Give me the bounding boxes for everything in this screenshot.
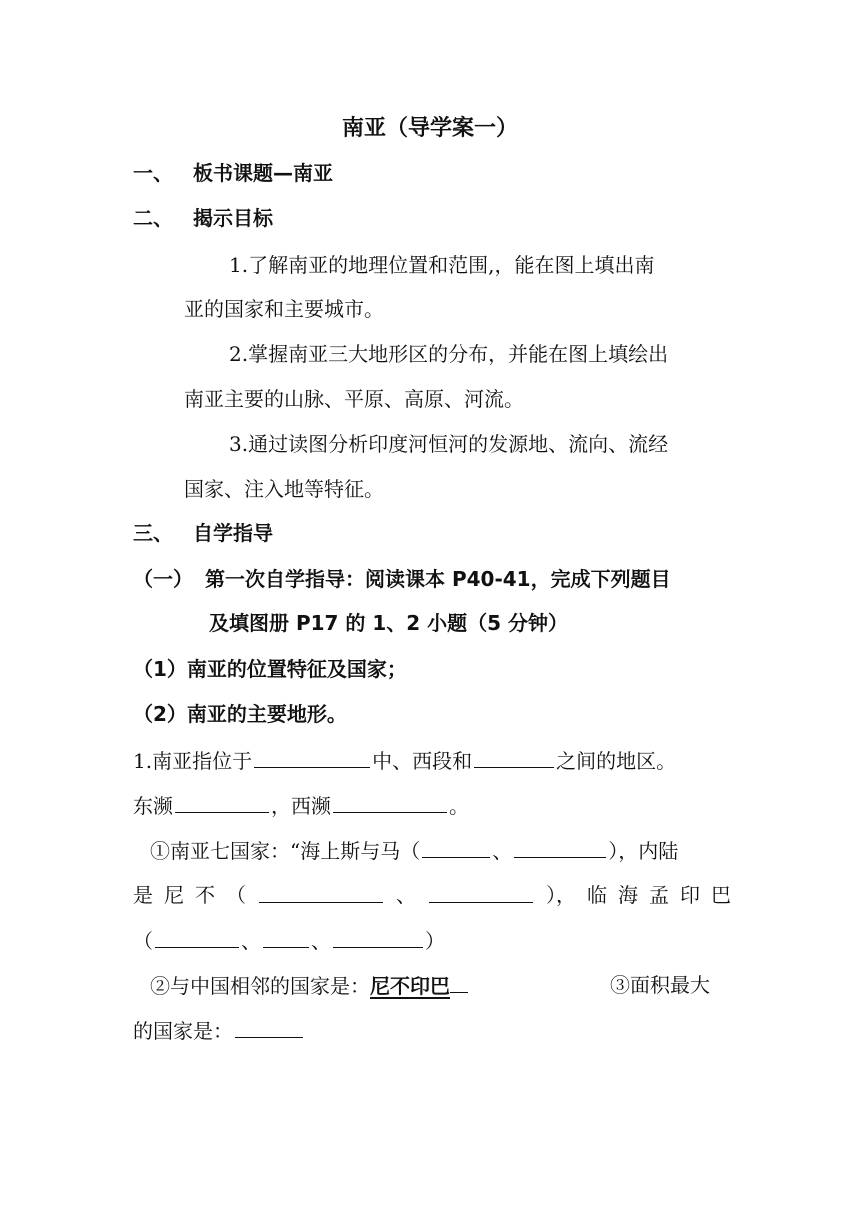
exercise-line-7 [133,1017,305,1044]
goal-1-line-1: 1.了解南亚的地理位置和范围,，能在图上填出南 [229,253,655,277]
guide-question-1: （1）南亚的位置特征及国家； [133,657,407,681]
exercise-5-sep-1: 、 [241,929,261,953]
blank-west-sea[interactable] [333,792,447,813]
guide-part-line-1 [133,566,671,592]
word-7: 临 [587,883,607,907]
section-2-number: 二、 [133,206,173,230]
exercise-3-text-b: ），内陆 [608,839,679,863]
word-3: 不 [195,883,215,907]
blank-coastal-country-1[interactable] [155,927,239,948]
blank-coastal-country-2[interactable] [263,927,309,948]
section-2-heading [133,205,273,231]
word-5: 、 [396,883,416,907]
section-1-text: 板书课题—南亚 [193,161,333,185]
exercise-line-6 [150,972,468,999]
exercise-6-text-a: ②与中国相邻的国家是： [150,974,370,998]
guide-part-line-2: 及填图册 P17 的 1、2 小题（5 分钟） [209,611,569,635]
blank-largest-country[interactable] [235,1017,303,1038]
section-1-number: 一、 [133,161,173,185]
exercise-2-text-c: 。 [449,794,469,818]
exercise-line-1 [133,747,676,774]
exercise-line-5 [133,927,445,954]
blank-island-country-1[interactable] [422,837,490,858]
exercise-7-text-a: 的国家是： [133,1019,233,1043]
word-11: 巴 [711,883,731,907]
neighbor-countries-answer: 尼不印巴 [370,974,450,998]
guide-question-2: （2）南亚的主要地形。 [133,702,347,726]
goal-2-line-1: 2.掌握南亚三大地形区的分布，并能在图上填绘出 [229,342,669,366]
page-title: 南亚（导学案一） [341,116,518,141]
exercise-2-text-a: 东濒 [133,794,173,818]
word-4: （ [226,883,246,907]
blank-south-asia-location-2[interactable] [474,747,554,768]
guide-part-number: （一） [133,567,193,591]
word-9: 孟 [649,883,669,907]
exercise-6-largest-prompt: ③面积最大 [610,973,710,997]
exercise-line-4 [133,882,731,908]
section-1-heading [133,160,333,186]
blank-coastal-country-3[interactable] [333,927,423,948]
exercise-1-text-b: 中、西段和 [372,749,473,773]
word-6: ）， [546,883,576,907]
word-1: 是 [133,883,153,907]
section-2-text: 揭示目标 [193,206,273,230]
exercise-line-3 [150,837,678,864]
word-2: 尼 [164,883,184,907]
exercise-3-sep: 、 [492,839,513,863]
goal-3-line-2: 国家、注入地等特征。 [184,477,384,501]
word-8: 海 [618,883,638,907]
section-3-text: 自学指导 [193,521,273,545]
blank-inland-country-1[interactable] [259,882,383,903]
blank-east-sea[interactable] [175,792,269,813]
guide-part-text-1: 第一次自学指导：阅读课本 P40-41，完成下列题目 [205,567,671,591]
exercise-5-sep-2: 、 [311,929,331,953]
blank-island-country-2[interactable] [514,837,606,858]
goal-2-line-2: 南亚主要的山脉、平原、高原、河流。 [184,387,524,411]
exercise-1-text-c: 之间的地区。 [556,749,677,773]
goal-3-line-1: 3.通过读图分析印度河恒河的发源地、流向、流经 [229,432,669,456]
exercise-line-2 [133,792,469,819]
goal-1-line-2: 亚的国家和主要城市。 [184,297,384,321]
section-3-heading [133,520,273,546]
blank-south-asia-location-1[interactable] [254,747,370,768]
exercise-3-text-a: ①南亚七国家：“海上斯与马（ [150,839,421,863]
exercise-5-close: ） [425,929,445,953]
section-3-number: 三、 [133,521,173,545]
exercise-1-text-a: 1.南亚指位于 [133,749,253,773]
blank-inland-country-2[interactable] [429,882,533,903]
word-10: 印 [680,883,700,907]
exercise-2-text-b: ，西濒 [271,794,331,818]
exercise-5-open: （ [133,929,153,953]
